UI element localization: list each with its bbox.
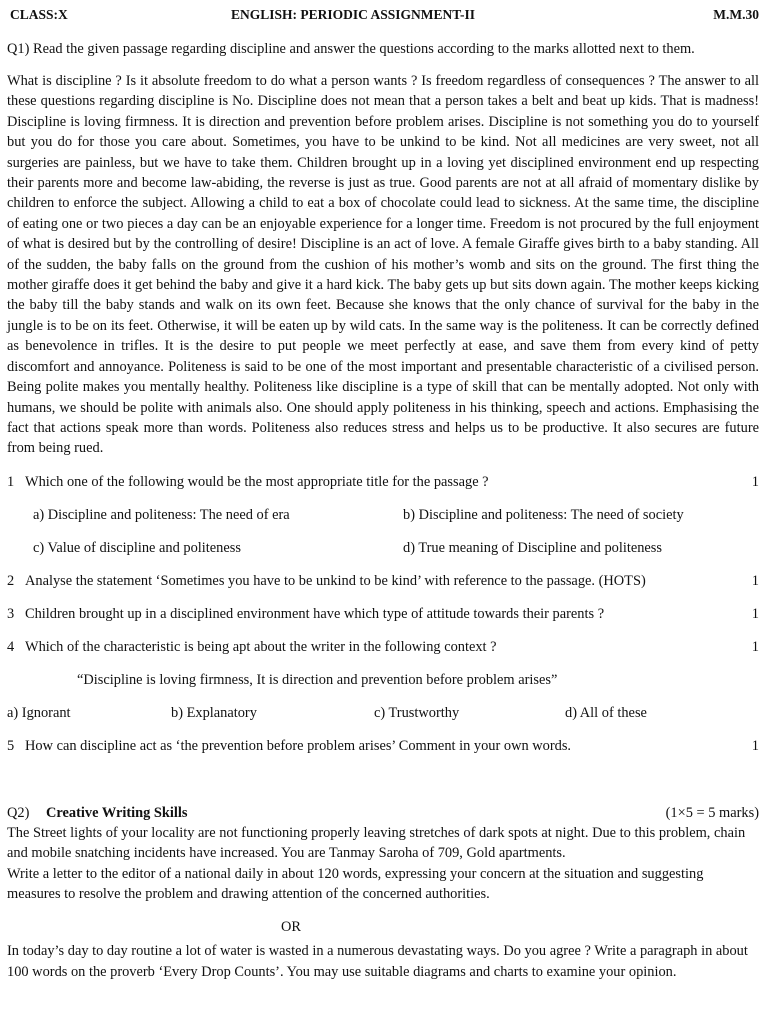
- question-number: 2: [7, 572, 15, 589]
- document-title: ENGLISH: PERIODIC ASSIGNMENT-II: [231, 7, 476, 22]
- question-marks: 1: [751, 473, 759, 490]
- q1-instruction: Q1) Read the given passage regarding discipline and answer the questions according to the marks allotted next to them.: [7, 41, 695, 57]
- q2-title: Creative Writing Skills: [46, 804, 188, 821]
- max-marks: M.M.30: [713, 7, 759, 22]
- options-row: [7, 703, 759, 723]
- question-5: [7, 736, 759, 756]
- q2-alternative-text: In today’s day to day routine a lot of water is wasted in a numerous devastating ways. Do you agree ? Write a paragraph in about 100 words on the proverb ‘Every Drop Counts’. You may use suitable diagrams and charts to examine your opinion.: [7, 943, 748, 980]
- option-c: c) Value of discipline and politeness: [33, 539, 241, 556]
- question-marks: 1: [751, 572, 759, 589]
- options-row: [7, 538, 759, 558]
- question-number: 1: [7, 473, 15, 490]
- option-b: b) Explanatory: [171, 704, 257, 721]
- option-a: a) Ignorant: [7, 704, 71, 721]
- q2-marks: (1×5 = 5 marks): [665, 804, 759, 821]
- class-label: CLASS:X: [10, 7, 68, 22]
- or-divider: OR: [281, 919, 301, 936]
- question-number: 5: [7, 737, 15, 754]
- q2-header: [7, 803, 759, 823]
- question-3: [7, 604, 759, 624]
- question-number: 4: [7, 638, 15, 655]
- question-marks: 1: [751, 605, 759, 622]
- question-text: Analyse the statement ‘Sometimes you have to be unkind to be kind’ with reference to the passage. (HOTS): [25, 572, 646, 589]
- option-d: d) True meaning of Discipline and politeness: [403, 539, 662, 556]
- q2-context-text: The Street lights of your locality are not functioning properly leaving stretches of dark spots at night. Due to this problem, chain and mobile snatching incidents have increased. You are Tanmay Saroha of 709, Gold apartments.: [7, 824, 746, 862]
- option-d: d) All of these: [565, 704, 647, 721]
- question-text: Which one of the following would be the most appropriate title for the passage ?: [25, 473, 489, 490]
- question-number: 3: [7, 605, 15, 622]
- question-4: [7, 637, 759, 657]
- q2-label: Q2): [7, 804, 30, 821]
- question-text: How can discipline act as ‘the prevention before problem arises’ Comment in your own words.: [25, 737, 572, 754]
- option-c: c) Trustworthy: [374, 704, 460, 721]
- q2-task-text: Write a letter to the editor of a national daily in about 120 words, expressing your concern at the situation and suggesting measures to resolve the problem and drawing attention of the concerned authorities.: [7, 865, 704, 902]
- document-header: [7, 7, 759, 27]
- question-marks: 1: [751, 638, 759, 655]
- question-text: Which of the characteristic is being apt about the writer in the following context ?: [25, 638, 497, 655]
- passage-text: What is discipline ? Is it absolute freedom to do what a person wants ? Is freedom regardless of consequences ? The answer to all these questions regarding discipline is No. Discipline does not mean that a person takes a belt and beat up kids. That is madness! Discipline is loving firmness. It is direction and prevention before problem arises. Discipline is not something you do to yourself but you do for those you care about. Sometimes, you have to be unkind to be kind. Not all medicines are very sweet, not all surgeries are painless, but we have to take them. Children brought up in a loving yet disciplined environment end up respecting their parents more and become law-abiding, the reverse is just as true. Good parents are not at all afraid of momentary dislike by children to enforce the subject. Allowing a child to eat a box of chocolate could lead to sickness. At the same time, the discipline of eating one or two pieces a day can be an enjoyable experience for a longer time. Freedom is not procured by the full enjoyment of what is desired but by the controlling of desire! Discipline is an act of love. A female Giraffe gives birth to a baby standing. All of the sudden, the baby falls on the ground from the cushion of his mother’s womb and sits on the ground. The first thing the mother giraffe does it get behind the baby and give it a hard kick. The baby gets up but sits down again. The mother keeps kicking the baby till the baby stands and walk on its own feet. Because she knows that the only chance of survival for the baby in the jungle is to be on its feet. Otherwise, it will be eaten up by wild cats. In the same way is the politeness. It can be correctly defined as benevolence in trifles. It is the desire to put people we meet perfectly at ease, and save them from every kind of petty discomfort and annoyance. Politeness is said to be one of the most important and presentable characteristic of a civilised person. Being polite makes you mentally healthy. Politeness like discipline is a type of skill that can be mentally adopted. Not only with humans, we should be polite with animals also. One should apply politeness in his thinking, speech and actions. Emphasising the fact that actions speak more than words. Politeness also reduces stress and helps us to be productive. It also secures are future from being rued.: [7, 73, 759, 457]
- question-text: Children brought up in a disciplined environment have which type of attitude towards their parents ?: [25, 605, 605, 622]
- document-page: [7, 0, 759, 982]
- question-marks: 1: [751, 737, 759, 754]
- option-b: b) Discipline and politeness: The need of society: [403, 506, 684, 523]
- question-1: [7, 472, 759, 492]
- options-row: [7, 505, 759, 525]
- option-a: a) Discipline and politeness: The need of era: [33, 506, 290, 523]
- question-2: [7, 571, 759, 591]
- question-4-quote: “Discipline is loving firmness, It is direction and prevention before problem arises”: [77, 671, 558, 688]
